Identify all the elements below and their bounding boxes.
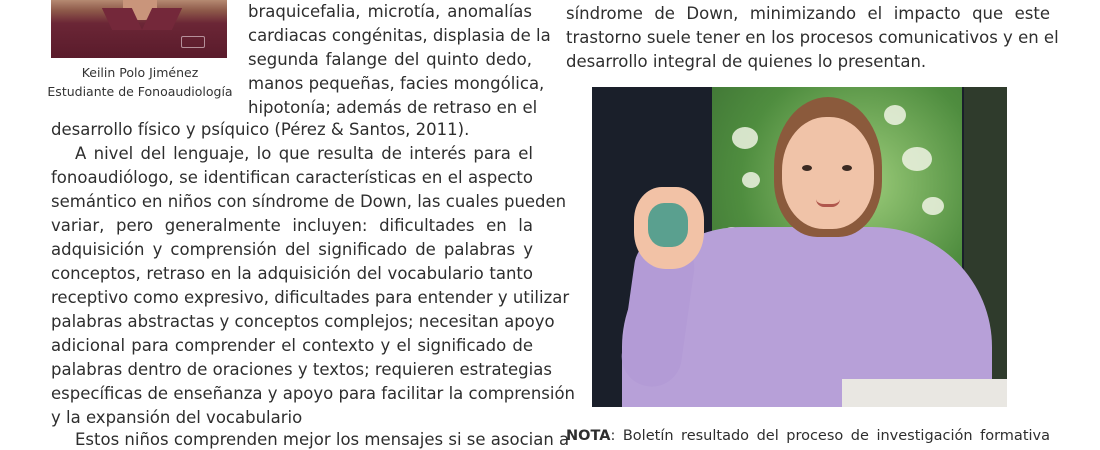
text-line: desarrollo físico y psíquico (Pérez & Santos, 2011). bbox=[51, 120, 470, 139]
eye bbox=[842, 165, 852, 171]
text-line: variar, pero generalmente incluyen: dificultades en la bbox=[51, 216, 533, 235]
paragraph-3 bbox=[51, 428, 570, 450]
child-photo bbox=[592, 87, 1007, 407]
face bbox=[782, 117, 874, 229]
text-line: fonoaudiólogo, se identifican características en el aspecto bbox=[51, 168, 533, 187]
painting-dot bbox=[884, 105, 906, 125]
text-line: palabras dentro de oraciones y textos; requieren estrategias bbox=[51, 360, 552, 379]
right-paragraph bbox=[566, 2, 1059, 74]
eye bbox=[802, 165, 812, 171]
text-line: A nivel del lenguaje, lo que resulta de interés para el bbox=[75, 144, 533, 163]
author-photo bbox=[51, 0, 227, 58]
text-line: Estos niños comprenden mejor los mensajes si se asocian a bbox=[75, 430, 570, 449]
author-name: Keilin Polo Jiménez bbox=[81, 65, 199, 80]
paint-stain bbox=[648, 203, 688, 247]
painting-dot bbox=[732, 127, 758, 149]
note-line bbox=[566, 428, 1050, 444]
text-line: adquisición y comprensión del significado de palabras y bbox=[51, 240, 533, 259]
text-line: y la expansión del vocabulario bbox=[51, 408, 303, 427]
text-line: manos pequeñas, facies mongólica, bbox=[248, 74, 545, 93]
text-line: hipotonía; además de retraso en el bbox=[248, 98, 538, 117]
paragraph-1-end bbox=[51, 118, 533, 142]
text-line: braquicefalia, microtía, anomalías bbox=[248, 2, 532, 21]
note-label: NOTA bbox=[566, 428, 611, 444]
text-line: adicional para comprender el contexto y el significado de bbox=[51, 336, 533, 355]
paragraph-2 bbox=[51, 142, 576, 430]
note-text: : Boletín resultado del proceso de investigación formativa bbox=[610, 428, 1050, 444]
text-line: semántico en niños con síndrome de Down, las cuales pueden bbox=[51, 192, 567, 211]
table-paper bbox=[842, 379, 1007, 407]
painting-dot bbox=[902, 147, 932, 171]
text-line: específicas de enseñanza y apoyo para facilitar la comprensión bbox=[51, 384, 576, 403]
paragraph-1 bbox=[248, 0, 551, 120]
text-line: síndrome de Down, minimizando el impacto que este bbox=[566, 4, 1050, 23]
painting-dot bbox=[922, 197, 944, 215]
author-role: Estudiante de Fonoaudiología bbox=[47, 84, 233, 99]
text-line: conceptos, retraso en la adquisición del vocabulario tanto bbox=[51, 264, 533, 283]
painting-dot bbox=[742, 172, 760, 188]
text-line: segunda falange del quinto dedo, bbox=[248, 50, 532, 69]
text-line: palabras abstractas y conceptos complejos; necesitan apoyo bbox=[51, 312, 555, 331]
author-badge bbox=[181, 36, 205, 48]
text-line: receptivo como expresivo, dificultades para entender y utilizar bbox=[51, 288, 570, 307]
text-line: trastorno suele tener en los procesos comunicativos y en el bbox=[566, 28, 1059, 47]
text-line: cardiacas congénitas, displasia de la bbox=[248, 26, 551, 45]
text-line: desarrollo integral de quienes lo presentan. bbox=[566, 52, 927, 71]
